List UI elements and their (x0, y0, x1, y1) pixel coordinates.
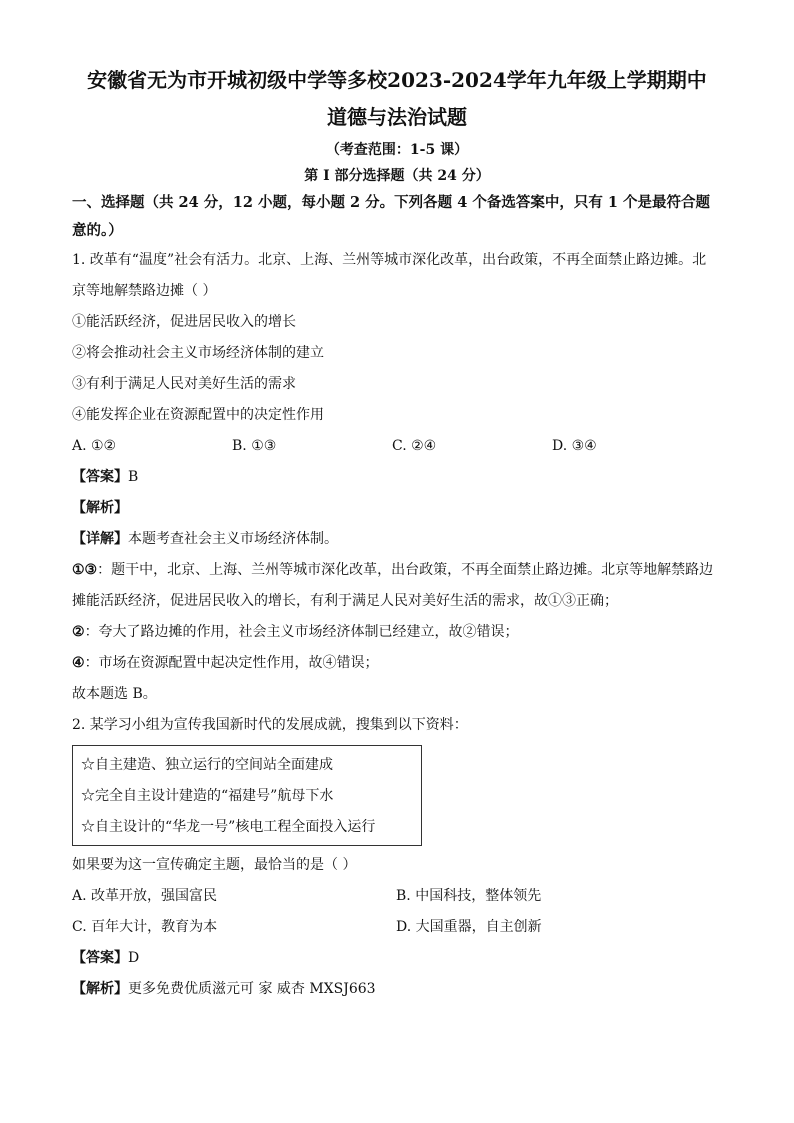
q1-explanation-3 (72, 648, 722, 679)
exp3-text: ：市场在资源配置中起决定性作用，故④错误； (84, 655, 379, 671)
q1-explanation-1-cont: 摊能活跃经济，促进居民收入的增长，有利于满足人民对美好生活的需求，故①③正确； (72, 593, 618, 609)
q2-option-c: C. 百年大计，教育为本 (72, 919, 218, 935)
exp2-tag: ② (72, 624, 85, 640)
q1-stem-line2: 京等地解禁路边摊（ ） (72, 283, 217, 299)
q1-explanation-1 (72, 555, 722, 586)
exam-range: （考查范围：1-5 课） (325, 142, 469, 158)
q1-option-a: A. ①② (72, 438, 117, 454)
q2-material-item: ☆自主建造、独立运行的空间站全面建成 (81, 757, 333, 773)
q1-detail (72, 524, 722, 555)
q2-option-d: D. 大国重器，自主创新 (396, 919, 542, 935)
doc-title-line2: 道德与法治试题 (327, 105, 467, 129)
analysis-text: 更多免费优质滋元可 家 威杏 MXSJ663 (128, 981, 376, 997)
analysis-tag: 【解析】 (72, 981, 128, 997)
part-heading: 第 I 部分选择题（共 24 分） (304, 168, 490, 184)
answer-value: D (128, 950, 140, 966)
q2-stem: 2. 某学习小组为宣传我国新时代的发展成就，搜集到以下资料： (72, 717, 468, 733)
q1-options (72, 431, 722, 462)
q1-option-c: C. ②④ (392, 438, 437, 454)
answer-value: B (128, 469, 139, 485)
q1-option-b: B. ①③ (232, 438, 277, 454)
q1-option-d: D. ③④ (552, 438, 597, 454)
q1-answer (72, 462, 722, 493)
q1-analysis (72, 493, 722, 524)
q2-question: 如果要为这一宣传确定主题，最恰当的是（ ） (72, 857, 357, 873)
exp3-tag: ④ (72, 655, 85, 671)
q2-material-item: ☆完全自主设计建造的“福建号”航母下水 (81, 788, 334, 804)
q1-item: ①能活跃经济，促进居民收入的增长 (72, 314, 296, 330)
question-1 (72, 245, 722, 710)
q2-analysis (72, 974, 722, 1005)
answer-tag: 【答案】 (72, 469, 128, 485)
q2-option-b: B. 中国科技，整体领先 (396, 888, 542, 904)
q2-options-row2 (72, 912, 722, 943)
question-2 (72, 710, 722, 1005)
q1-item: ③有利于满足人民对美好生活的需求 (72, 376, 296, 392)
exp1-tag: ①③ (72, 562, 98, 578)
exp1-text-line1: ：题干中，北京、上海、兰州等城市深化改革，出台政策，不再全面禁止路边摊。北京等地解禁路边 (97, 562, 714, 578)
q2-options-row1 (72, 881, 722, 912)
section-heading: 一、选择题（共 24 分，12 小题，每小题 2 分。下列各题 4 个备选答案中，只有 1 个是最符合题意的。） (72, 194, 711, 239)
detail-tag: 【详解】 (72, 531, 128, 547)
answer-tag: 【答案】 (72, 950, 128, 966)
doc-title-line1: 安徽省无为市开城初级中学等多校2023-2024学年九年级上学期期中 (87, 68, 707, 92)
q2-answer (72, 943, 722, 974)
q2-option-a: A. 改革开放，强国富民 (72, 888, 218, 904)
q1-item: ④能发挥企业在资源配置中的决定性作用 (72, 407, 324, 423)
exp2-text: ：夸大了路边摊的作用，社会主义市场经济体制已经建立，故②错误； (84, 624, 519, 640)
q1-stem-line1: 1. 改革有“温度”社会有活力。北京、上海、兰州等城市深化改革，出台政策，不再全面禁止路边摊。北 (72, 252, 707, 268)
q1-explanation-2 (72, 617, 722, 648)
q1-item: ②将会推动社会主义市场经济体制的建立 (72, 345, 324, 361)
analysis-tag: 【解析】 (72, 500, 128, 516)
q1-conclusion: 故本题选 B。 (72, 686, 157, 702)
q2-material-item: ☆自主设计的“华龙一号”核电工程全面投入运行 (81, 819, 376, 835)
detail-text: 本题考查社会主义市场经济体制。 (128, 531, 338, 547)
q2-material-box (72, 745, 422, 846)
